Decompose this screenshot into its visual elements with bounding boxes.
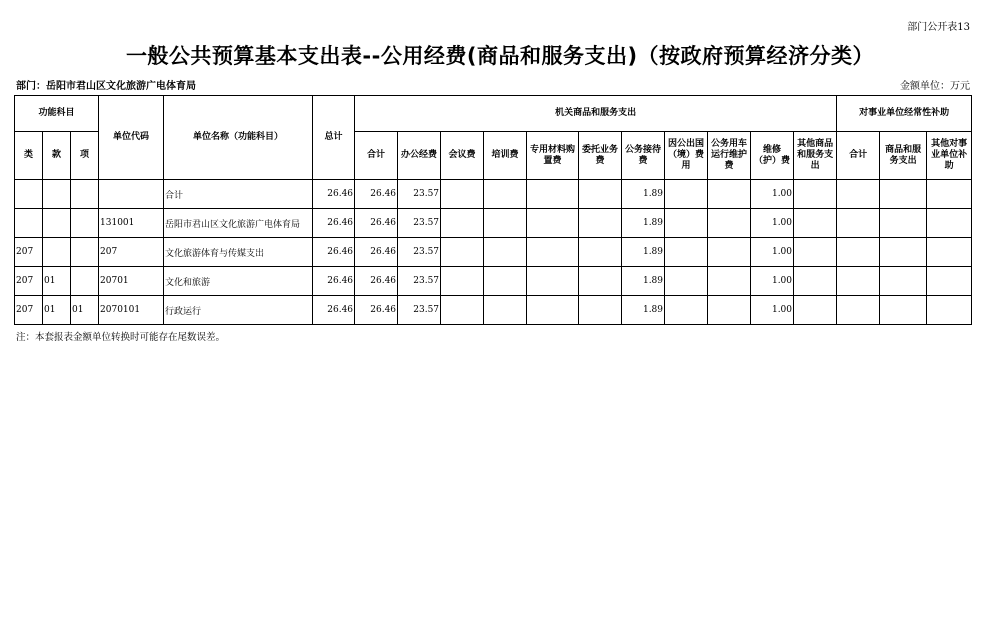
header-org-col: 其他商品和服务支出 — [794, 132, 837, 180]
cell-org — [794, 180, 837, 209]
cell-org — [441, 267, 484, 296]
cell-inst — [837, 238, 880, 267]
cell-name: 岳阳市君山区文化旅游广电体育局 — [164, 209, 313, 238]
cell-org — [708, 180, 751, 209]
cell-org — [527, 180, 579, 209]
cell-kuan — [43, 238, 71, 267]
header-org-col: 合计 — [355, 132, 398, 180]
budget-table — [14, 95, 972, 325]
cell-org — [794, 238, 837, 267]
cell-org — [665, 238, 708, 267]
cell-org — [484, 209, 527, 238]
header-inst-col: 其他对事业单位补助 — [927, 132, 972, 180]
cell-org — [579, 267, 622, 296]
cell-kuan — [43, 180, 71, 209]
cell-name: 合计 — [164, 180, 313, 209]
department-label: 部门：岳阳市君山区文化旅游广电体育局 — [16, 81, 196, 92]
cell-kuan: 01 — [43, 267, 71, 296]
cell-org — [579, 238, 622, 267]
cell-inst — [927, 267, 972, 296]
cell-org — [441, 180, 484, 209]
cell-org — [708, 296, 751, 325]
cell-org — [579, 209, 622, 238]
header-unit-code: 单位代码 — [99, 96, 164, 180]
cell-org: 1.00 — [751, 296, 794, 325]
cell-org: 23.57 — [398, 296, 441, 325]
header-org-col: 公务用车运行维护费 — [708, 132, 751, 180]
cell-org: 23.57 — [398, 267, 441, 296]
cell-total: 26.46 — [313, 267, 355, 296]
cell-org — [794, 296, 837, 325]
cell-total: 26.46 — [313, 209, 355, 238]
cell-org — [708, 209, 751, 238]
cell-org — [527, 238, 579, 267]
cell-inst — [927, 209, 972, 238]
cell-inst — [880, 296, 927, 325]
cell-org: 26.46 — [355, 296, 398, 325]
cell-org: 1.89 — [622, 296, 665, 325]
cell-org: 1.00 — [751, 238, 794, 267]
cell-org — [441, 209, 484, 238]
cell-code: 131001 — [99, 209, 164, 238]
cell-org — [665, 296, 708, 325]
header-org-col: 因公出国（境）费用 — [665, 132, 708, 180]
cell-total: 26.46 — [313, 296, 355, 325]
cell-inst — [880, 209, 927, 238]
cell-xiang — [71, 238, 99, 267]
header-unit-name: 单位名称（功能科目） — [164, 96, 313, 180]
cell-org: 23.57 — [398, 238, 441, 267]
cell-org: 26.46 — [355, 267, 398, 296]
cell-total: 26.46 — [313, 180, 355, 209]
table-row — [15, 267, 972, 296]
header-kuan: 款 — [43, 132, 71, 180]
cell-code: 2070101 — [99, 296, 164, 325]
header-org-col: 委托业务费 — [579, 132, 622, 180]
cell-org — [794, 267, 837, 296]
cell-inst — [837, 296, 880, 325]
cell-xiang — [71, 267, 99, 296]
cell-org — [579, 180, 622, 209]
header-org-col: 培训费 — [484, 132, 527, 180]
cell-org — [579, 296, 622, 325]
cell-org — [665, 267, 708, 296]
header-org-col: 专用材料购置费 — [527, 132, 579, 180]
cell-inst — [927, 238, 972, 267]
cell-lei — [15, 180, 43, 209]
header-org-col: 办公经费 — [398, 132, 441, 180]
table-row — [15, 209, 972, 238]
cell-inst — [880, 238, 927, 267]
header-total: 总计 — [313, 96, 355, 180]
header-org-col: 维修（护）费 — [751, 132, 794, 180]
cell-org — [527, 296, 579, 325]
cell-lei: 207 — [15, 238, 43, 267]
header-xiang: 项 — [71, 132, 99, 180]
cell-kuan — [43, 209, 71, 238]
cell-code: 207 — [99, 238, 164, 267]
cell-org: 1.00 — [751, 180, 794, 209]
cell-org — [484, 180, 527, 209]
page-title: 一般公共预算基本支出表--公用经费(商品和服务支出)（按政府预算经济分类） — [125, 44, 875, 68]
cell-org: 26.46 — [355, 209, 398, 238]
amount-unit-label: 金额单位：万元 — [900, 81, 970, 92]
cell-org — [794, 209, 837, 238]
cell-xiang — [71, 180, 99, 209]
cell-org — [441, 238, 484, 267]
table-row — [15, 296, 972, 325]
cell-lei: 207 — [15, 296, 43, 325]
cell-inst — [837, 180, 880, 209]
cell-org: 23.57 — [398, 180, 441, 209]
cell-org: 1.00 — [751, 209, 794, 238]
cell-org: 1.89 — [622, 267, 665, 296]
cell-org: 26.46 — [355, 180, 398, 209]
cell-org — [441, 296, 484, 325]
cell-org — [665, 180, 708, 209]
cell-org — [484, 296, 527, 325]
cell-inst — [927, 296, 972, 325]
cell-inst — [880, 180, 927, 209]
table-row — [15, 180, 972, 209]
cell-xiang: 01 — [71, 296, 99, 325]
cell-org: 1.89 — [622, 180, 665, 209]
cell-org: 26.46 — [355, 238, 398, 267]
header-inst-col: 合计 — [837, 132, 880, 180]
cell-org — [527, 267, 579, 296]
cell-org: 1.89 — [622, 209, 665, 238]
cell-org — [665, 209, 708, 238]
cell-xiang — [71, 209, 99, 238]
cell-name: 行政运行 — [164, 296, 313, 325]
cell-org: 23.57 — [398, 209, 441, 238]
header-org-goods-services: 机关商品和服务支出 — [355, 96, 837, 132]
cell-name: 文化旅游体育与传媒支出 — [164, 238, 313, 267]
cell-org: 1.89 — [622, 238, 665, 267]
header-org-col: 会议费 — [441, 132, 484, 180]
table-row — [15, 238, 972, 267]
cell-org — [484, 238, 527, 267]
header-inst-col: 商品和服务支出 — [880, 132, 927, 180]
cell-kuan: 01 — [43, 296, 71, 325]
cell-code: 20701 — [99, 267, 164, 296]
cell-lei: 207 — [15, 267, 43, 296]
cell-inst — [837, 209, 880, 238]
cell-name: 文化和旅游 — [164, 267, 313, 296]
cell-inst — [880, 267, 927, 296]
cell-org — [708, 238, 751, 267]
header-func-subject: 功能科目 — [15, 96, 99, 132]
cell-org — [527, 209, 579, 238]
cell-org — [708, 267, 751, 296]
cell-org — [484, 267, 527, 296]
cell-inst — [837, 267, 880, 296]
cell-lei — [15, 209, 43, 238]
cell-code — [99, 180, 164, 209]
page-code: 部门公开表13 — [907, 22, 970, 33]
header-lei: 类 — [15, 132, 43, 180]
header-org-col: 公务接待费 — [622, 132, 665, 180]
header-institution-subsidy: 对事业单位经常性补助 — [837, 96, 972, 132]
cell-inst — [927, 180, 972, 209]
cell-org: 1.00 — [751, 267, 794, 296]
footnote: 注：本套报表金额单位转换时可能存在尾数误差。 — [16, 332, 226, 343]
cell-total: 26.46 — [313, 238, 355, 267]
